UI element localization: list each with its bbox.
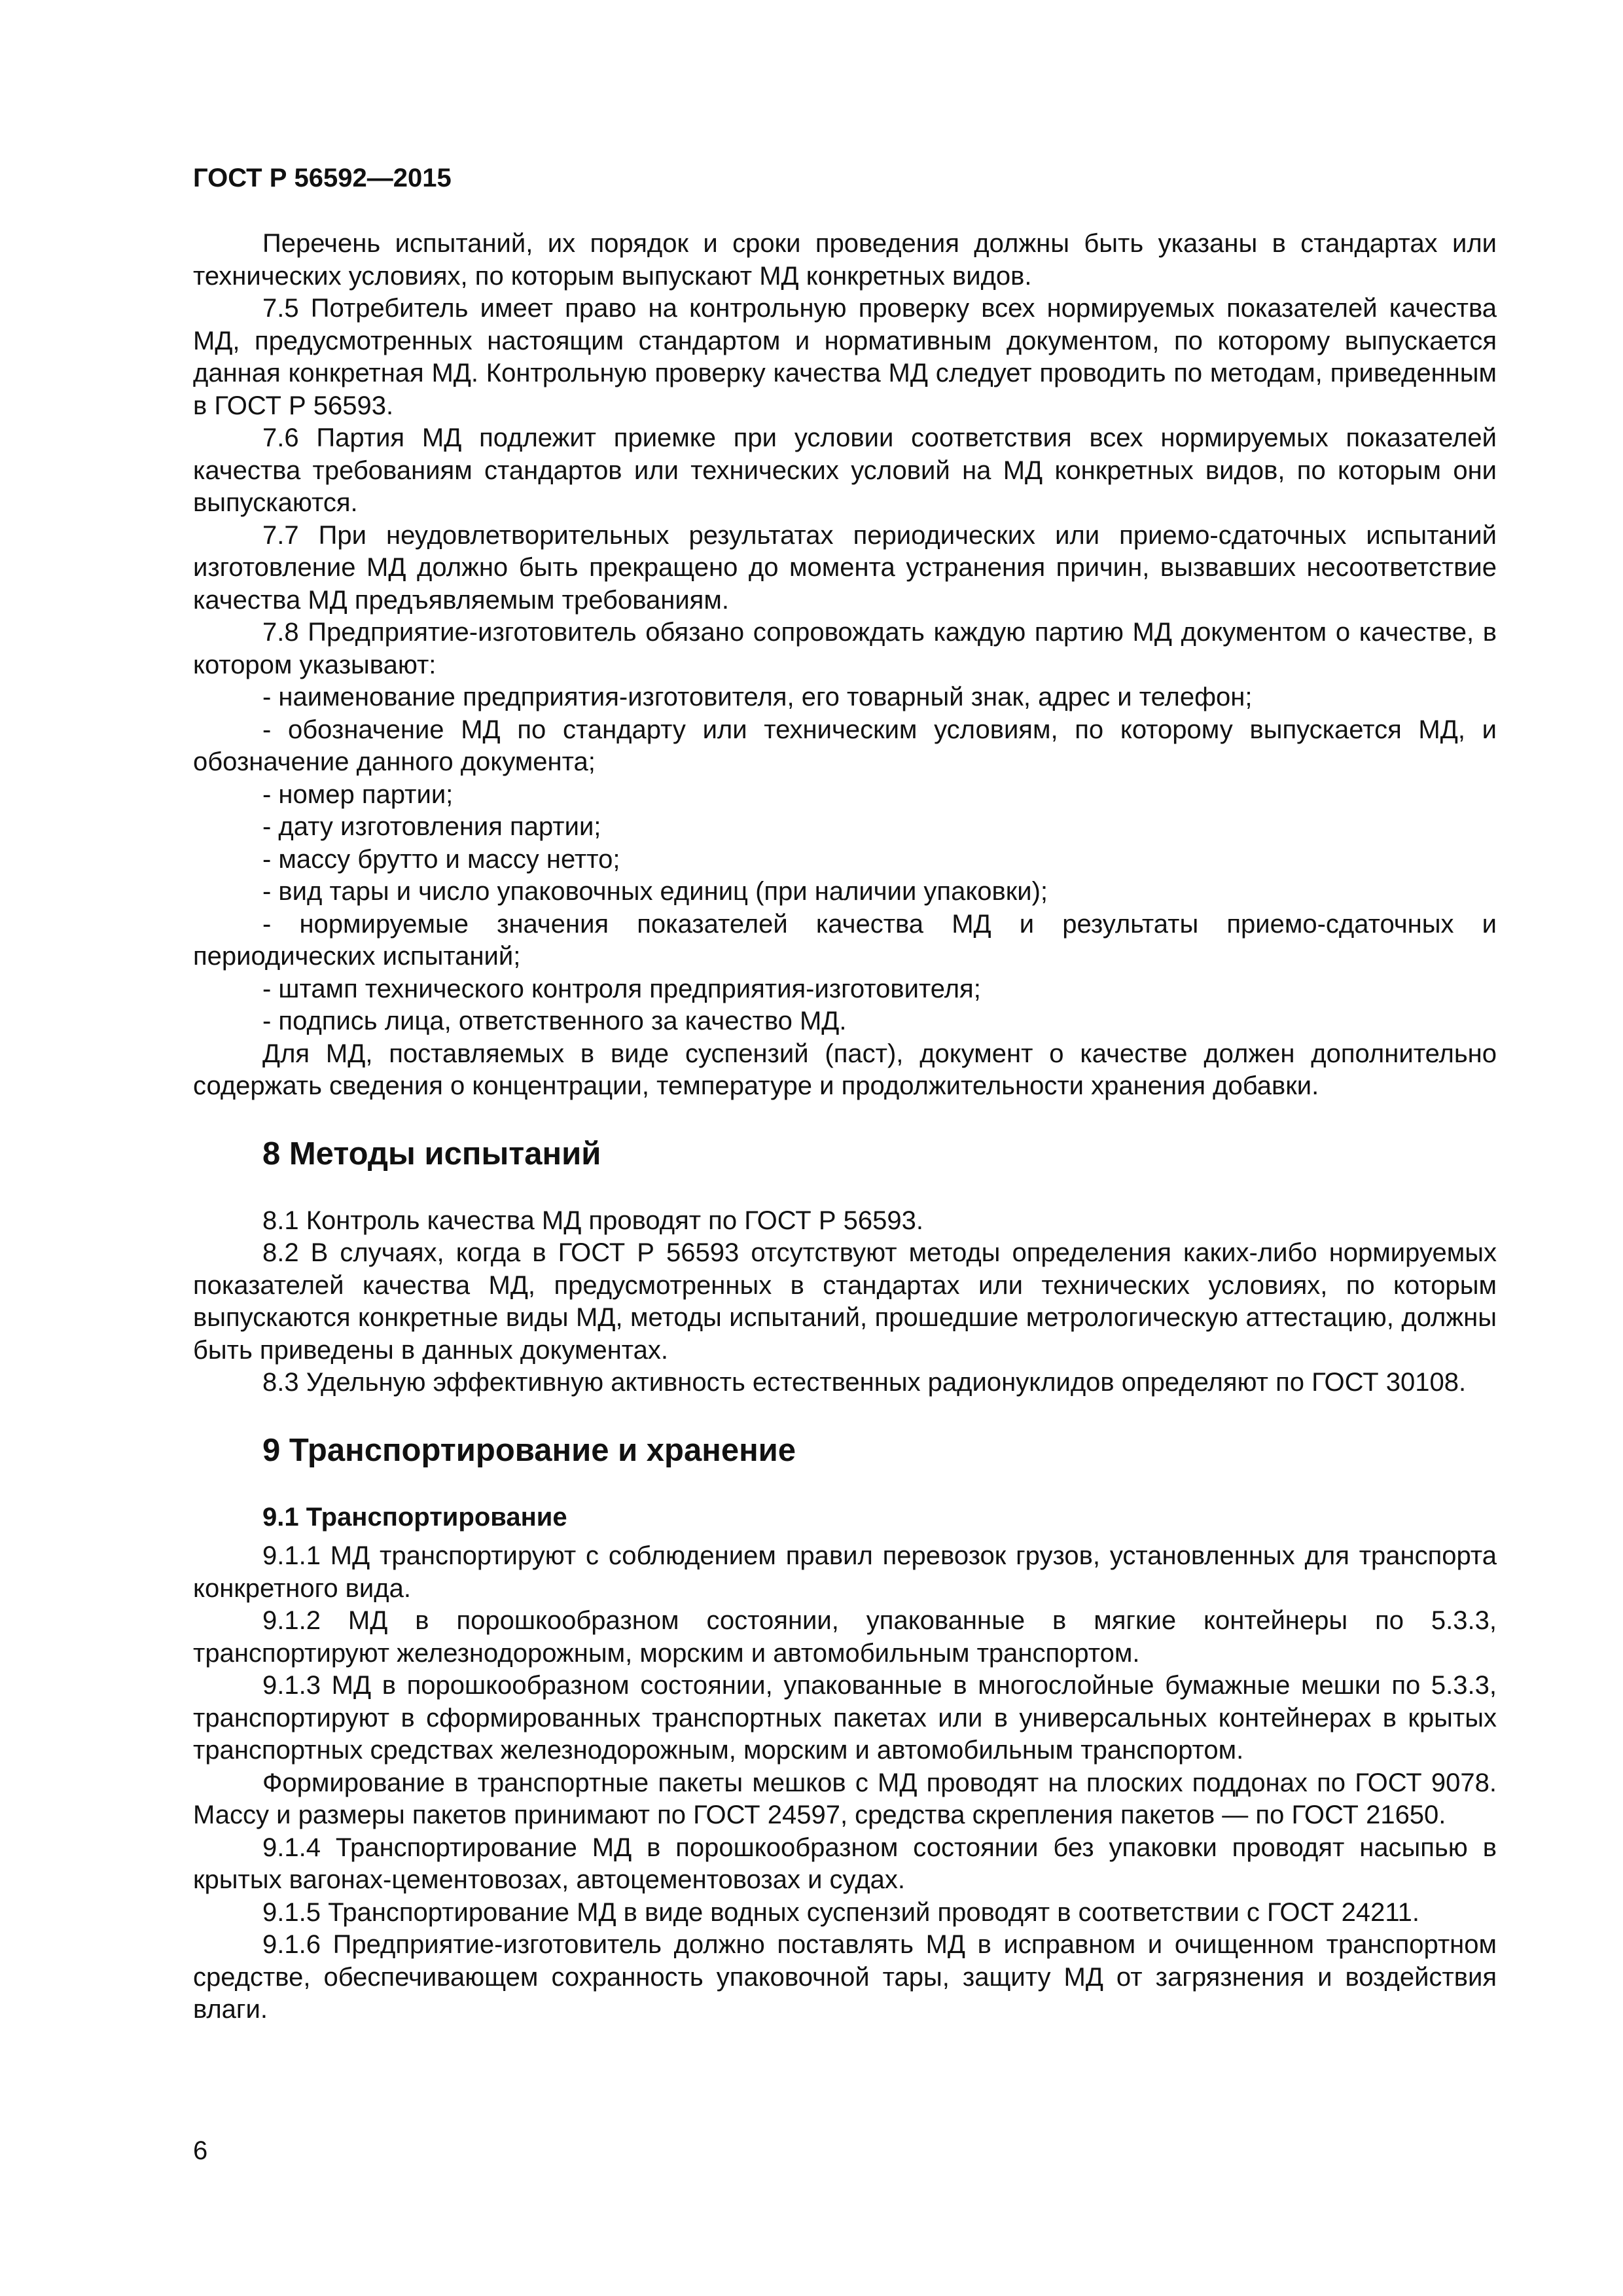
paragraph-9-1-3: 9.1.3 МД в порошкообразном состоянии, упакованные в многослойные бумажные мешки по 5.3.3, транспортируют в сформированных транспортных пакетах или в универсальных контейнерах в крытых транспортных средствах железнодорожным, морским и автомобильным транспортом. (193, 1671, 1497, 1765)
paragraph-9-1-4: 9.1.4 Транспортирование МД в порошкообразном состоянии без упаковки проводят насыпью в крытых вагонах-цементовозах, автоцементовозах и судах. (193, 1833, 1497, 1894)
paragraph-9-1-2: 9.1.2 МД в порошкообразном состоянии, упакованные в мягкие контейнеры по 5.3.3, транспортируют железнодорожным, морским и автомобильным транспортом. (193, 1606, 1497, 1668)
list-item: - наименование предприятия-изготовителя, его товарный знак, адрес и телефон; (262, 683, 1253, 711)
paragraph-9-1-6: 9.1.6 Предприятие-изготовитель должно поставлять МД в исправном и очищенном транспортном средстве, обеспечивающем сохранность упаковочной тары, защиту МД от загрязнения и воздействия влаги. (193, 1930, 1497, 2024)
paragraph-9-1-5: 9.1.5 Транспортирование МД в виде водных суспензий проводят в соответствии с ГОСТ 24211. (262, 1897, 1420, 1927)
quality-document-list (193, 681, 1497, 1038)
section-9-heading: 9 Транспортирование и хранение (262, 1432, 796, 1468)
list-item: - номер партии; (262, 780, 454, 809)
paragraph-tests-list: Перечень испытаний, их порядок и сроки проведения должны быть указаны в стандартах или технических условиях, по которым выпускают МД конкретных видов. (193, 229, 1497, 291)
paragraph-7-7: 7.7 При неудовлетворительных результатах периодических или приемо-сдаточных испытаний изготовление МД должно быть прекращено до момента устранения причин, вызвавших несоответствие качества МД предъявляемым требованиям. (193, 520, 1497, 615)
list-item: - подпись лица, ответственного за качество МД. (262, 1007, 847, 1035)
paragraph-7-8: 7.8 Предприятие-изготовитель обязано сопровождать каждую партию МД документом о качестве, в котором указывают: (193, 618, 1497, 679)
list-item: - вид тары и число упаковочных единиц (при наличии упаковки); (262, 877, 1048, 906)
paragraph-9-1-1: 9.1.1 МД транспортируют с соблюдением правил перевозок грузов, установленных для транспорта конкретного вида. (193, 1541, 1497, 1603)
paragraph-8-3: 8.3 Удельную эффективную активность естественных радионуклидов определяют по ГОСТ 30108. (262, 1368, 1467, 1397)
paragraph-8-2: 8.2 В случаях, когда в ГОСТ Р 56593 отсутствуют методы определения каких-либо нормируемых показателей качества МД, предусмотренных в стандартах или технических условиях, по которым выпускаются конкретные виды МД, методы испытаний, прошедшие метрологическую аттестацию, должны быть приведены в данных документах. (193, 1238, 1497, 1365)
paragraph-7-6: 7.6 Партия МД подлежит приемке при условии соответствия всех нормируемых показателей качества требованиям стандартов или технических условий на МД конкретных видов, по которым они выпускаются. (193, 423, 1497, 517)
paragraph-8-1: 8.1 Контроль качества МД проводят по ГОСТ Р 56593. (262, 1206, 923, 1235)
page-number: 6 (193, 2136, 208, 2165)
paragraph-paste-quality: Для МД, поставляемых в виде суспензий (паст), документ о качестве должен дополнительно содержать сведения о концентрации, температуре и продолжительности хранения добавки. (193, 1039, 1497, 1100)
paragraph-7-5: 7.5 Потребитель имеет право на контрольную проверку всех нормируемых показателей качества МД, предусмотренных настоящим стандартом и нормативным документом, по которому выпускается данная конкретная МД. Контрольную проверку качества МД следует проводить по методам, приведенным в ГОСТ Р 56593. (193, 294, 1497, 420)
list-item: - нормируемые значения показателей качества МД и результаты приемо-сдаточных и периодических испытаний; (193, 909, 1497, 971)
document-code: ГОСТ Р 56592—2015 (193, 164, 452, 192)
section-8-heading: 8 Методы испытаний (262, 1136, 601, 1172)
document-body (193, 228, 1497, 2026)
list-item: - штамп технического контроля предприятия-изготовителя; (262, 974, 981, 1003)
list-item: - массу брутто и массу нетто; (262, 844, 620, 874)
list-item: - обозначение МД по стандарту или техническим условиям, по которому выпускается МД, и обозначение данного документа; (193, 715, 1497, 776)
list-item: - дату изготовления партии; (262, 812, 601, 841)
paragraph-packet-forming: Формирование в транспортные пакеты мешков с МД проводят на плоских поддонах по ГОСТ 9078. Массу и размеры пакетов принимают по ГОСТ 24597, средства скрепления пакетов — по ГОСТ 21650. (193, 1768, 1497, 1829)
subsection-9-1-heading: 9.1 Транспортирование (262, 1502, 567, 1532)
